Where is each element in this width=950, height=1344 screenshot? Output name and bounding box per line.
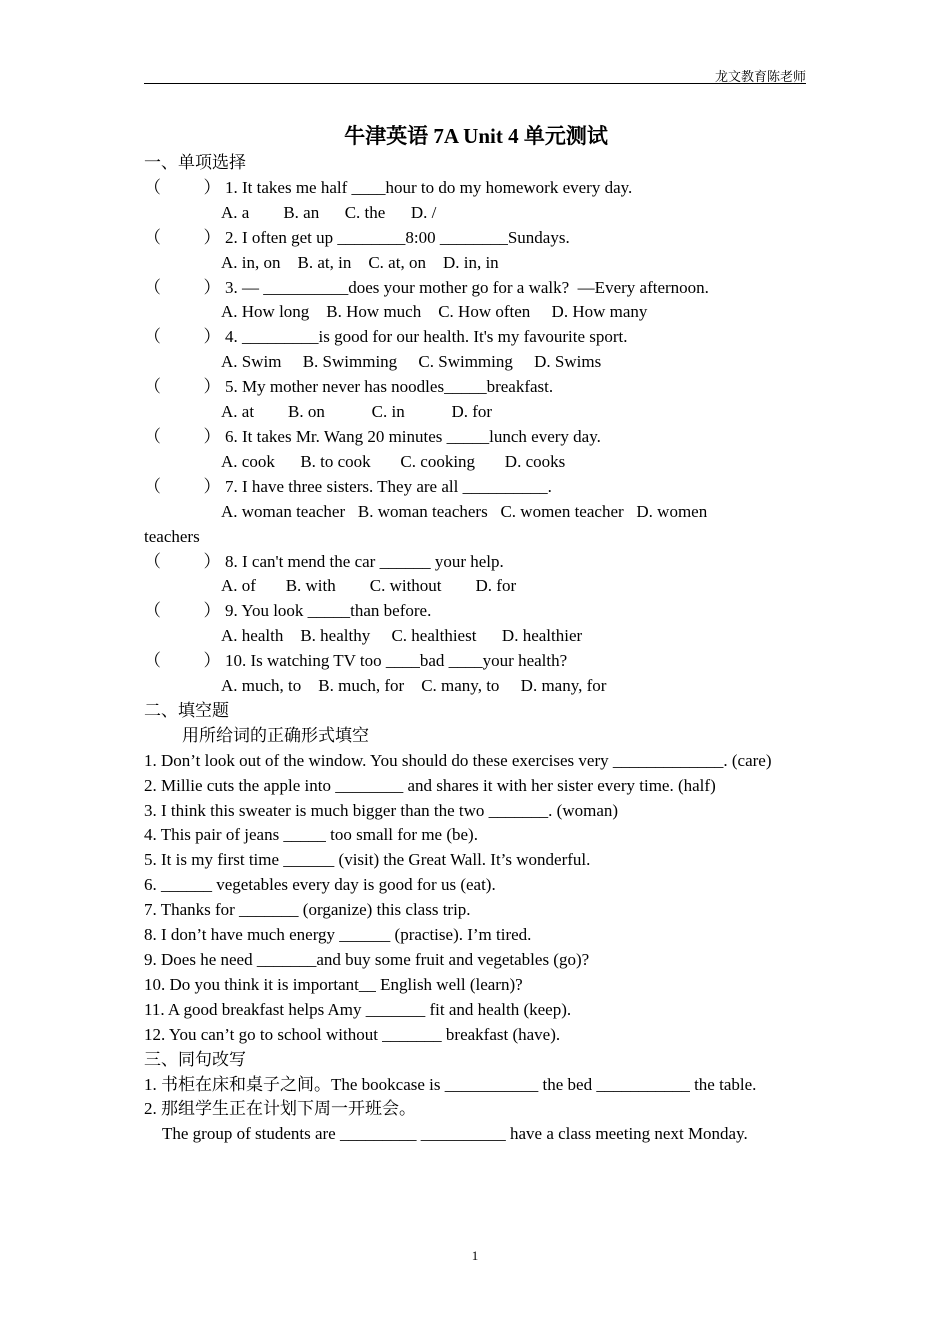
question-stem: 5. My mother never has noodles_____breakfast. [225, 377, 554, 397]
question-row [144, 425, 808, 450]
question-row [144, 475, 808, 500]
fill-blank-item: 2. Millie cuts the apple into ________ and shares it with her sister every time. (half) [144, 775, 716, 795]
question-row [144, 550, 808, 575]
question-options-wrap: teachers [144, 526, 200, 546]
fill-blank-item: 4. This pair of jeans _____ too small for me (be). [144, 825, 478, 845]
header-rule [144, 83, 806, 84]
question-row [144, 375, 808, 400]
fill-blank-item: 9. Does he need _______and buy some fruit and vegetables (go)? [144, 950, 590, 969]
question-row [144, 599, 808, 624]
answer-bracket[interactable]: （ ） [144, 426, 221, 446]
section2-heading: 二、填空题 [144, 700, 229, 720]
section1-questions [144, 176, 808, 699]
question-options: A. woman teacher B. woman teachers C. women teacher D. women [221, 501, 708, 521]
question-options: A. cook B. to cook C. cooking D. cooks [221, 451, 566, 471]
question-row [144, 649, 808, 674]
question-stem: 6. It takes Mr. Wang 20 minutes _____lunch every day. [225, 426, 601, 446]
question-stem: 8. I can't mend the car ______ your help. [225, 551, 504, 571]
question-stem: 2. I often get up ________8:00 ________Sundays. [225, 227, 570, 247]
section2-items [144, 749, 808, 1048]
question-stem: 1. It takes me half ____hour to do my homework every day. [225, 177, 633, 197]
fill-blank-item: 12. You can’t go to school without _______ breakfast (have). [144, 1024, 561, 1044]
fill-blank-item: 8. I don’t have much energy ______ (practise). I’m tired. [144, 925, 532, 945]
question-options: A. of B. with C. without D. for [221, 576, 517, 596]
answer-bracket[interactable]: （ ） [144, 177, 221, 197]
answer-bracket[interactable]: （ ） [144, 277, 221, 297]
answer-bracket[interactable]: （ ） [144, 476, 221, 496]
fill-blank-item: 6. ______ vegetables every day is good for us (eat). [144, 875, 496, 895]
page-title: 牛津英语 7A Unit 4 单元测试 [344, 124, 608, 148]
fill-blank-item: 7. Thanks for _______ (organize) this class trip. [144, 900, 471, 920]
page-number: 1 [471, 1248, 479, 1263]
question-stem: 10. Is watching TV too ____bad ____your health? [225, 651, 568, 671]
answer-bracket[interactable]: （ ） [144, 377, 221, 397]
question-stem: 7. I have three sisters. They are all __________. [225, 476, 552, 496]
question-stem: 9. You look _____than before. [225, 601, 432, 621]
question-row [144, 176, 808, 201]
question-options: A. a B. an C. the D. / [221, 202, 437, 222]
header-author: 龙文教育陈老师 [714, 69, 806, 84]
answer-bracket[interactable]: （ ） [144, 227, 221, 247]
question-stem: 4. _________is good for our health. It's my favourite sport. [225, 327, 628, 347]
question-options: A. at B. on C. in D. for [221, 402, 493, 422]
section3-item-2-english: The group of students are _________ __________ have a class meeting next Monday. [162, 1124, 748, 1144]
section2-instruction: 用所给词的正确形式填空 [182, 725, 369, 745]
answer-bracket[interactable]: （ ） [144, 601, 221, 621]
question-options: A. Swim B. Swimming C. Swimming D. Swims [221, 352, 602, 372]
question-stem: 3. — __________does your mother go for a walk? —Every afternoon. [225, 277, 709, 297]
question-options: A. How long B. How much C. How often D. How many [221, 302, 648, 322]
answer-bracket[interactable]: （ ） [144, 327, 221, 347]
section3-item-2-chinese: 2. 那组学生正在计划下周一开班会。 [144, 1099, 416, 1119]
fill-blank-item: 11. A good breakfast helps Amy _______ fit and health (keep). [144, 999, 572, 1019]
document-content [144, 121, 808, 1147]
fill-blank-item: 10. Do you think it is important__ English well (learn)? [144, 974, 523, 994]
fill-blank-item: 1. Don’t look out of the window. You should do these exercises very _____________. (care) [144, 750, 772, 770]
question-options: A. health B. healthy C. healthiest D. healthier [221, 626, 583, 646]
fill-blank-item: 3. I think this sweater is much bigger than the two _______. (woman) [144, 800, 619, 820]
answer-bracket[interactable]: （ ） [144, 651, 221, 671]
section1-heading: 一、单项选择 [144, 153, 246, 172]
section3-item-1: 1. 书柜在床和桌子之间。The bookcase is ___________ the bed ___________ the table. [144, 1074, 757, 1094]
question-row [144, 226, 808, 251]
question-options: A. in, on B. at, in C. at, on D. in, in [221, 252, 499, 272]
question-row [144, 325, 808, 350]
answer-bracket[interactable]: （ ） [144, 551, 221, 571]
section3-heading: 三、同句改写 [144, 1049, 246, 1069]
question-row [144, 276, 808, 301]
fill-blank-item: 5. It is my first time ______ (visit) the Great Wall. It’s wonderful. [144, 850, 591, 870]
question-options: A. much, to B. much, for C. many, to D. many, for [221, 676, 607, 696]
